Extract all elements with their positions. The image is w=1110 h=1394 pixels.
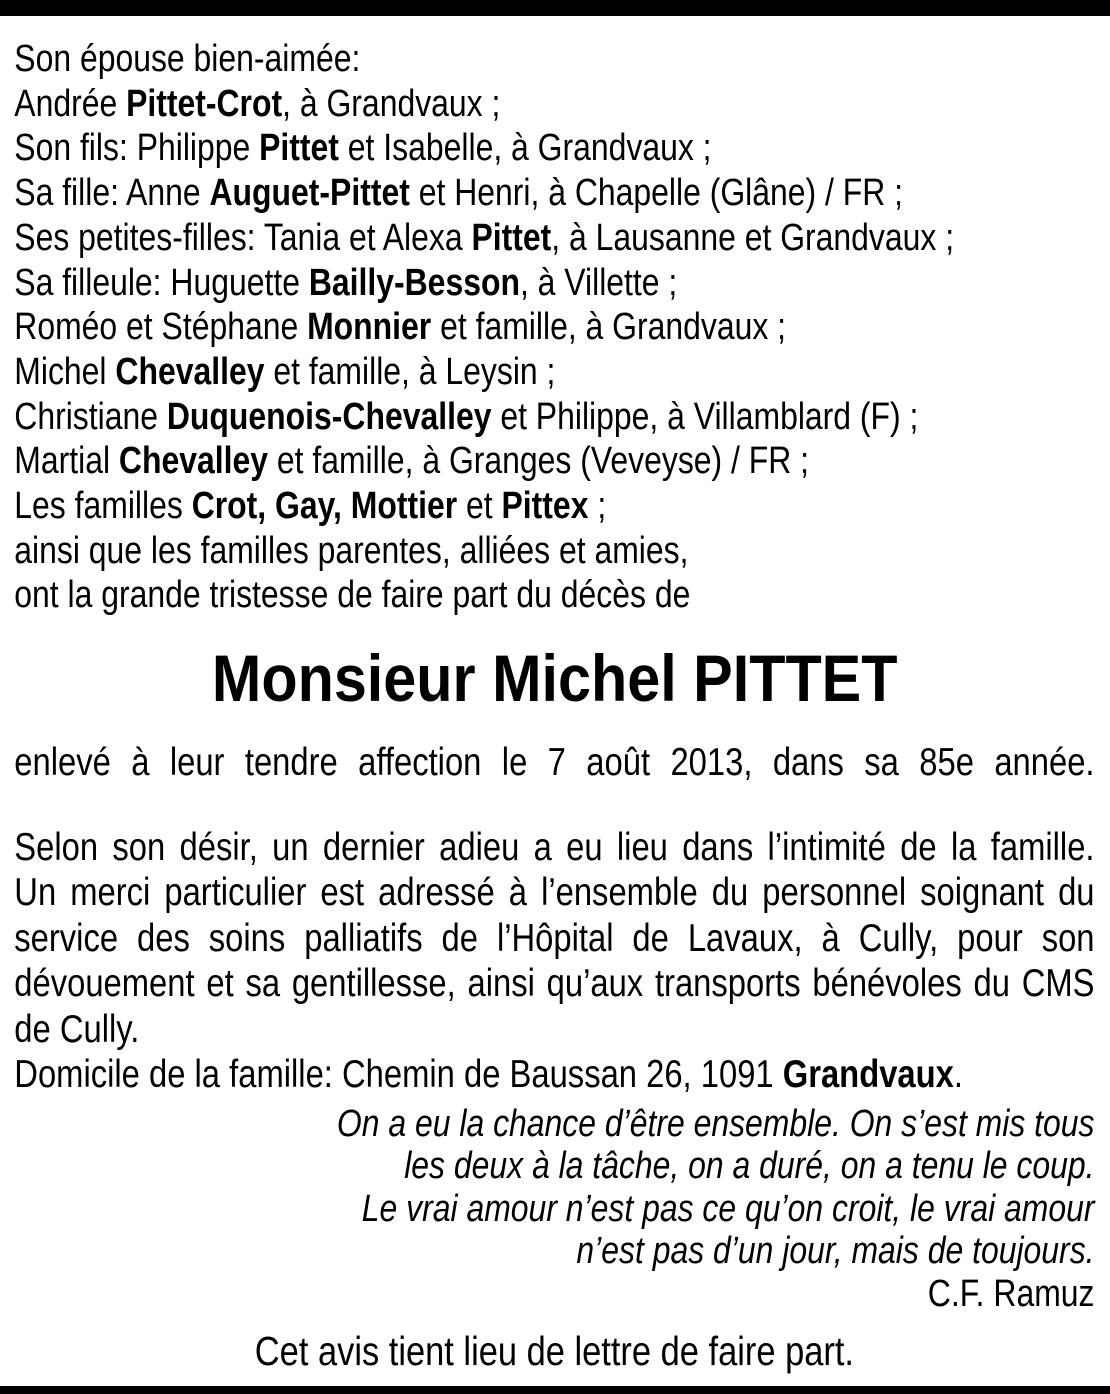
text-segment: Domicile de la famille: Chemin de Baussan 26, 1091 [14,1053,783,1097]
death-announcement-line: enlevé à leur tendre affection le 7 août 2013, dans sa 85e année. [14,741,1095,785]
text-segment: Pittex [501,485,589,528]
text-segment: et famille, à Grandvaux ; [431,306,787,349]
text-segment: Son épouse bien-aimée: [14,38,361,80]
text-segment: Gay [275,485,334,528]
family-line [14,573,1094,618]
text-segment: Les familles [14,485,192,528]
text-segment: ainsi que les familles parentes, alliées et amies, [14,529,689,572]
family-line [14,37,1094,82]
text-segment: et famille, à Granges (Veveyse) / FR ; [267,440,810,483]
family-line [14,126,1094,171]
text-segment: Auguet-Pittet [209,172,410,215]
text-segment: Monnier [307,306,432,349]
text-segment: Son fils: Philippe [14,127,260,170]
text-segment: et famille, à Leysin ; [264,350,556,393]
text-segment: Pittet-Crot [126,82,283,125]
text-segment: et [457,485,502,528]
quote-line: Le vrai amour n’est pas ce qu’on croit, le vrai amour [361,1187,1095,1230]
paragraph-line: dévouement et sa gentillesse, ainsi qu’aux transports bénévoles du CMS [14,962,1095,1006]
text-segment: Grandvaux [782,1053,954,1097]
family-line [14,82,1094,127]
text-segment: Sa fille: Anne [14,172,210,215]
text-segment: , à Grandvaux ; [282,82,501,125]
text-segment: . [953,1053,963,1097]
text-segment: Chevalley [118,440,268,483]
paragraph-line: de Cully. [14,1007,140,1051]
family-line [14,484,1094,529]
deceased-title-text: Monsieur Michel PITTET [211,641,898,716]
closing-line: Cet avis tient lieu de lettre de faire part. [254,1328,854,1375]
quote-line: n’est pas d’un jour, mais de toujours. [576,1230,1095,1273]
notice-body [0,16,1110,1374]
thanks-paragraph [14,825,1094,1098]
text-segment: Christiane [14,395,167,438]
paragraph-line: service des soins palliatifs de l’Hôpital de Lavaux, à Cully, pour son [14,916,1095,960]
family-line [14,171,1094,216]
text-segment: , à Lausanne et Grandvaux ; [551,216,955,259]
quote-author: C.F. Ramuz [927,1272,1095,1315]
text-segment: Roméo et Stéphane [14,306,308,349]
text-segment: Chevalley [115,350,265,393]
family-line [14,350,1094,395]
text-segment: Michel [14,350,116,393]
family-line [14,261,1094,306]
text-segment: ; [588,485,607,528]
paragraph-line: Un merci particulier est adressé à l’ensemble du personnel soignant du [14,871,1095,915]
text-segment: , à Villette ; [519,261,678,304]
text-segment: Ses petites-filles: Tania et Alexa [14,216,472,259]
text-segment: et Henri, à Chapelle (Glâne) / FR ; [409,172,904,215]
text-segment: Andrée [14,82,127,125]
family-line [14,529,1094,574]
bottom-rule [0,1386,1110,1394]
family-line [14,395,1094,440]
text-segment: Bailly-Besson [308,261,520,304]
family-line [14,439,1094,484]
text-segment: Mottier [350,485,458,528]
text-segment: et Isabelle, à Grandvaux ; [338,127,712,170]
paragraph-line: Selon son désir, un dernier adieu a eu lieu dans l’intimité de la famille. [14,825,1095,869]
family-line [14,216,1094,261]
text-segment: , [333,485,351,528]
text-segment: Sa filleule: Huguette [14,261,309,304]
text-segment: Crot [191,485,258,528]
top-rule [0,0,1110,16]
family-line [14,305,1094,350]
text-segment: ont la grande tristesse de faire part du décès de [14,574,691,617]
text-segment: Duquenois-Chevalley [166,395,492,438]
deceased-title [14,640,1094,716]
domicile-line [14,1052,1094,1098]
text-segment: Pittet [471,216,552,259]
text-segment: et Philippe, à Villamblard (F) ; [491,395,919,438]
memorial-quote [14,1103,1094,1316]
text-segment: , [257,485,276,528]
text-segment: Pittet [259,127,339,170]
family-list [14,37,1094,618]
text-segment: Martial [14,440,119,483]
quote-line: On a eu la chance d’être ensemble. On s’est mis tous [336,1102,1095,1145]
quote-line: les deux à la tâche, on a duré, on a tenu le coup. [404,1145,1095,1188]
